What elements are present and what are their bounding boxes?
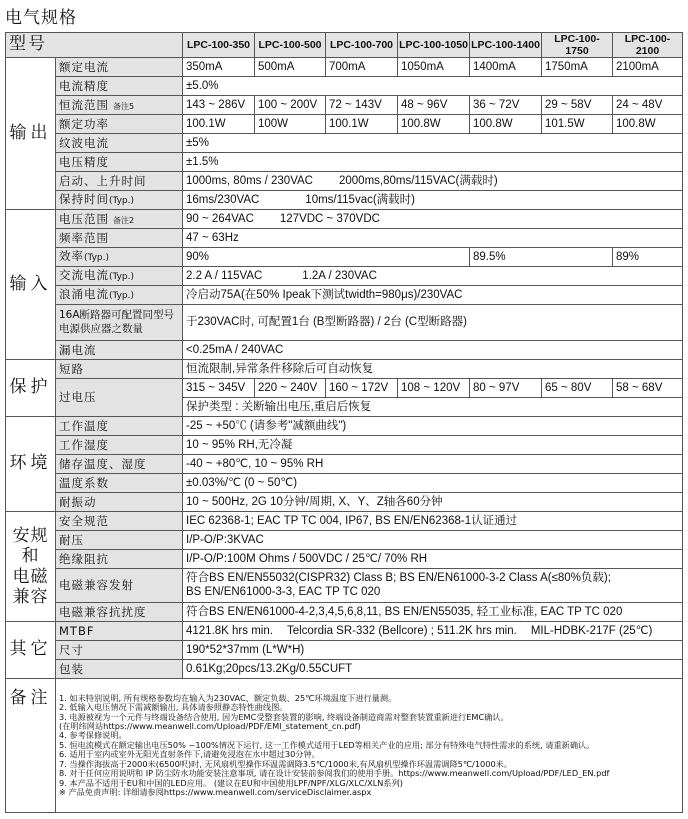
row-temp-coeff (6, 474, 683, 493)
cell: 190*52*37mm (L*W*H) (183, 641, 683, 660)
cell: 101.5W (542, 115, 613, 134)
cell: I/P-O/P:3KVAC (183, 531, 683, 550)
typ: (Typ.) (109, 291, 135, 302)
label-current-accuracy: 电流精度 (56, 77, 183, 96)
model-col: LPC-100-1750 (542, 33, 613, 58)
row-withstand (6, 531, 683, 550)
model-col: LPC-100-1400 (470, 33, 542, 58)
model-col: LPC-100-700 (326, 33, 398, 58)
cell (183, 622, 683, 641)
model-col: LPC-100-500 (255, 33, 326, 58)
cell: 90% (183, 248, 470, 267)
label-emc-immunity: 电磁兼容抗扰度 (56, 603, 183, 622)
label-text: 浪涌电流 (59, 287, 109, 302)
model-col: LPC-100-2100 (613, 33, 683, 58)
cell: 72 ~ 143V (326, 96, 398, 115)
label-dimension: 尺寸 (56, 641, 183, 660)
row-ripple-current (6, 134, 683, 153)
page-title: 电气规格 (5, 8, 77, 28)
cell (183, 569, 683, 603)
label-safety-standards: 安全规范 (56, 512, 183, 531)
label-frequency: 频率范围 (56, 229, 183, 248)
row-dimension (6, 641, 683, 660)
cell: 1750mA (542, 58, 613, 77)
row-setup-rise (6, 172, 683, 191)
label-text: 效率 (59, 249, 84, 264)
cell: 于230VAC时, 可配置1台 (B型断路器) / 2台 (C型断路器) (183, 305, 683, 341)
cell (183, 210, 683, 229)
label-working-temp: 工作温度 (56, 417, 183, 436)
row-current-accuracy (6, 77, 683, 96)
value: 127VDC ~ 370VDC (279, 212, 380, 225)
label-over-voltage: 过电压 (56, 379, 183, 417)
section-input: 输入 (6, 210, 56, 360)
cell: 220 ~ 240V (255, 379, 326, 398)
cell: 0.61Kg;20pcs/13.2Kg/0.55CUFT (183, 660, 683, 679)
row-breaker (6, 305, 683, 341)
label-text: 电压范围 (59, 211, 109, 226)
label-breaker: 16A断路器可配置同型号电源供应器之数量 (56, 305, 183, 341)
cell: ±5.0% (183, 77, 683, 96)
label-emc-emission: 电磁兼容发射 (56, 569, 183, 603)
section-output: 输出 (6, 58, 56, 210)
cell: 36 ~ 72V (470, 96, 542, 115)
label-efficiency (56, 248, 183, 267)
cell: 10 ~ 500Hz, 2G 10分钟/周期, X、Y、Z轴各60分钟 (183, 493, 683, 512)
cell: 100.1W (326, 115, 398, 134)
row-emc-immunity (6, 603, 683, 622)
cell: 47 ~ 63Hz (183, 229, 683, 248)
label-current-range (56, 96, 183, 115)
label-vibration: 耐振动 (56, 493, 183, 512)
row-safety-standards (6, 512, 683, 531)
cell: 89.5% (470, 248, 613, 267)
note-item: 1. 如未特别说明, 所有规格参数均在输入为230VAC、额定负载、25℃环境温度下进行量测。 (59, 692, 397, 703)
value: 符合BS EN/EN55032(CISPR32) Class B; BS EN/EN61000-3-2 Class A(≤80%负载); (186, 572, 611, 585)
cell: -40 ~ +80℃, 10 ~ 95% RH (183, 455, 683, 474)
cell: -25 ~ +50℃ (请参考"减额曲线") (183, 417, 683, 436)
row-voltage-range (6, 210, 683, 229)
note-item: ※ 产品免责声明: 详细请参阅https://www.meanwell.com/serviceDisclaimer.aspx (59, 787, 372, 798)
cell: 80 ~ 97V (470, 379, 542, 398)
cell: 89% (613, 248, 683, 267)
row-working-temp (6, 417, 683, 436)
cell: 100 ~ 200V (255, 96, 326, 115)
cell: 700mA (326, 58, 398, 77)
cell: 24 ~ 48V (613, 96, 683, 115)
label-text: 恒流范围 (59, 97, 109, 112)
row-rated-power (6, 115, 683, 134)
value: Telcordia SR-332 (Bellcore) ; 511.2K hrs min. (286, 624, 517, 637)
row-hold-up (6, 191, 683, 210)
note-item: 2. 低输入电压情况下需减额输出, 具体请参照静态特性曲线图。 (59, 702, 288, 713)
note-item: 4. 参考保修说明。 (59, 730, 127, 741)
note-item: 3. 电源被视为一个元件与终端设备结合使用, 因为EMC受整套装置的影响, 终端设备制造商需对整套装置重新进行EMC确认。 (59, 711, 509, 722)
note-item: 8. 对于任何应用说明和 IP 防尘防水功能安装注意事项, 请在设计安装前参阅我们的使用手册。https://www.meanwell.com/Upload/PDF/LED_EN.pdf (59, 768, 610, 779)
label-text: 交流电流 (59, 268, 109, 283)
value: 16ms/230VAC (186, 193, 260, 206)
row-short-circuit (6, 360, 683, 379)
label-leakage: 漏电流 (56, 341, 183, 360)
value: 1.2A / 230VAC (302, 269, 377, 282)
label-setup-rise: 启动、上升时间 (56, 172, 183, 191)
label-inrush (56, 286, 183, 305)
note-ref: 备注2 (113, 215, 135, 225)
label-temp-coeff: 温度系数 (56, 474, 183, 493)
model-col: LPC-100-1050 (398, 33, 470, 58)
row-emc-emission (6, 569, 683, 603)
cell: 恒流限制,异常条件移除后可自动恢复 (183, 360, 683, 379)
cell: 500mA (255, 58, 326, 77)
cell: 冷启动75A(在50% Ipeak下测试twidth=980μs)/230VAC (183, 286, 683, 305)
cell: ±0.03%/℃ (0 ~ 50℃) (183, 474, 683, 493)
row-ac-current (6, 267, 683, 286)
cell: ±5% (183, 134, 683, 153)
cell: 保护类型 : 关断输出电压,重启后恢复 (183, 398, 683, 417)
typ: (Typ.) (109, 196, 135, 207)
cell: 29 ~ 58V (542, 96, 613, 115)
cell: IEC 62368-1; EAC TP TC 004, IP67, BS EN/EN62368-1认证通过 (183, 512, 683, 531)
cell: 100.8W (613, 115, 683, 134)
row-storage (6, 455, 683, 474)
section-notes: 备注 (6, 679, 56, 813)
label-mtbf: MTBF (56, 622, 183, 641)
note-item: 7. 当操作海拔高于2000米(6500呎)时, 无风扇机型操作环温需调降3.5℃/1000米,有风扇机型操作环温需调降5℃/1000米。 (59, 758, 513, 769)
note-item: 6. 适用于室内或室外无阳光直射条件下,请避免浸泡在水中超过30分钟。 (59, 749, 320, 760)
row-frequency (6, 229, 683, 248)
cell: ±1.5% (183, 153, 683, 172)
cell: 10 ~ 95% RH,无冷凝 (183, 436, 683, 455)
label-rated-current: 额定电流 (56, 58, 183, 77)
cell: 143 ~ 286V (183, 96, 255, 115)
row-rated-current (6, 58, 683, 77)
value: 4121.8K hrs min. (186, 624, 273, 637)
cell: 58 ~ 68V (613, 379, 683, 398)
row-leakage (6, 341, 683, 360)
notes-content (56, 679, 683, 813)
label-working-humidity: 工作湿度 (56, 436, 183, 455)
cell: I/P-O/P:100M Ohms / 500VDC / 25℃/ 70% RH (183, 550, 683, 569)
typ: (Typ.) (84, 253, 110, 264)
label-short-circuit: 短路 (56, 360, 183, 379)
label-packing: 包装 (56, 660, 183, 679)
cell: 108 ~ 120V (398, 379, 470, 398)
typ: (Typ.) (109, 272, 135, 283)
label-voltage-range (56, 210, 183, 229)
note-ref: 备注5 (113, 101, 135, 111)
label-isolation: 绝缘阻抗 (56, 550, 183, 569)
cell: 1050mA (398, 58, 470, 77)
section-safety-emc: 安规 和 电磁 兼容 (6, 512, 56, 622)
model-col: LPC-100-350 (183, 33, 255, 58)
row-inrush (6, 286, 683, 305)
model-label: 型号 (6, 33, 183, 58)
note-item: 5. 恒电流模式在额定输出电压50% ~100%情况下运行, 这一工作模式适用于LED等相关产业的应用; 部分有特殊电气特性需求的系统, 请重新确认。 (59, 739, 595, 750)
row-vibration (6, 493, 683, 512)
value: MIL-HDBK-217F (25℃) (530, 624, 653, 637)
cell: 1400mA (470, 58, 542, 77)
row-working-humidity (6, 436, 683, 455)
cell (183, 191, 683, 210)
cell: <0.25mA / 240VAC (183, 341, 683, 360)
cell: 160 ~ 172V (326, 379, 398, 398)
cell: 315 ~ 345V (183, 379, 255, 398)
cell: 100W (255, 115, 326, 134)
row-voltage-accuracy (6, 153, 683, 172)
value: 2.2 A / 115VAC (186, 269, 263, 282)
note-item: (在明纬网站https://www.meanwell.com/Upload/PDF/EMI_statement_cn.pdf) (59, 721, 361, 732)
label-rated-power: 额定功率 (56, 115, 183, 134)
row-packing (6, 660, 683, 679)
note-item: 9. 本产品不适用于EU和中国的LED应用。 (建议在EU和中国使用LPF/NPF/XLG/XLC/XLN系列) (59, 777, 403, 788)
row-efficiency (6, 248, 683, 267)
value: 10ms/115vac(满载时) (305, 193, 416, 206)
cell: 350mA (183, 58, 255, 77)
label-storage: 储存温度、湿度 (56, 455, 183, 474)
row-over-voltage (6, 379, 683, 398)
section-protection: 保护 (6, 360, 56, 417)
row-current-range (6, 96, 683, 115)
header-row (6, 33, 683, 58)
value: 2000ms,80ms/115VAC(满载时) (339, 174, 498, 187)
label-text: 保持时间 (59, 192, 109, 207)
value: 1000ms, 80ms / 230VAC (186, 174, 313, 187)
row-isolation (6, 550, 683, 569)
cell (183, 172, 683, 191)
row-notes (6, 679, 683, 813)
value: BS EN/EN61000-3-3, EAC TP TC 020 (186, 585, 381, 598)
cell: 48 ~ 96V (398, 96, 470, 115)
label-hold-up (56, 191, 183, 210)
value: 90 ~ 264VAC (186, 212, 254, 225)
label-ac-current (56, 267, 183, 286)
cell (183, 267, 683, 286)
cell: 100.8W (470, 115, 542, 134)
label-voltage-accuracy: 电压精度 (56, 153, 183, 172)
row-mtbf (6, 622, 683, 641)
cell: 100.8W (398, 115, 470, 134)
cell: 2100mA (613, 58, 683, 77)
cell: 符合BS EN/EN61000-4-2,3,4,5,6,8,11, BS EN/EN55035, 轻工业标准, EAC TP TC 020 (183, 603, 683, 622)
section-environment: 环境 (6, 417, 56, 512)
cell: 100.1W (183, 115, 255, 134)
label-withstand: 耐压 (56, 531, 183, 550)
spec-table (5, 32, 683, 813)
label-ripple: 纹波电流 (56, 134, 183, 153)
section-others: 其它 (6, 622, 56, 679)
cell: 65 ~ 80V (542, 379, 613, 398)
